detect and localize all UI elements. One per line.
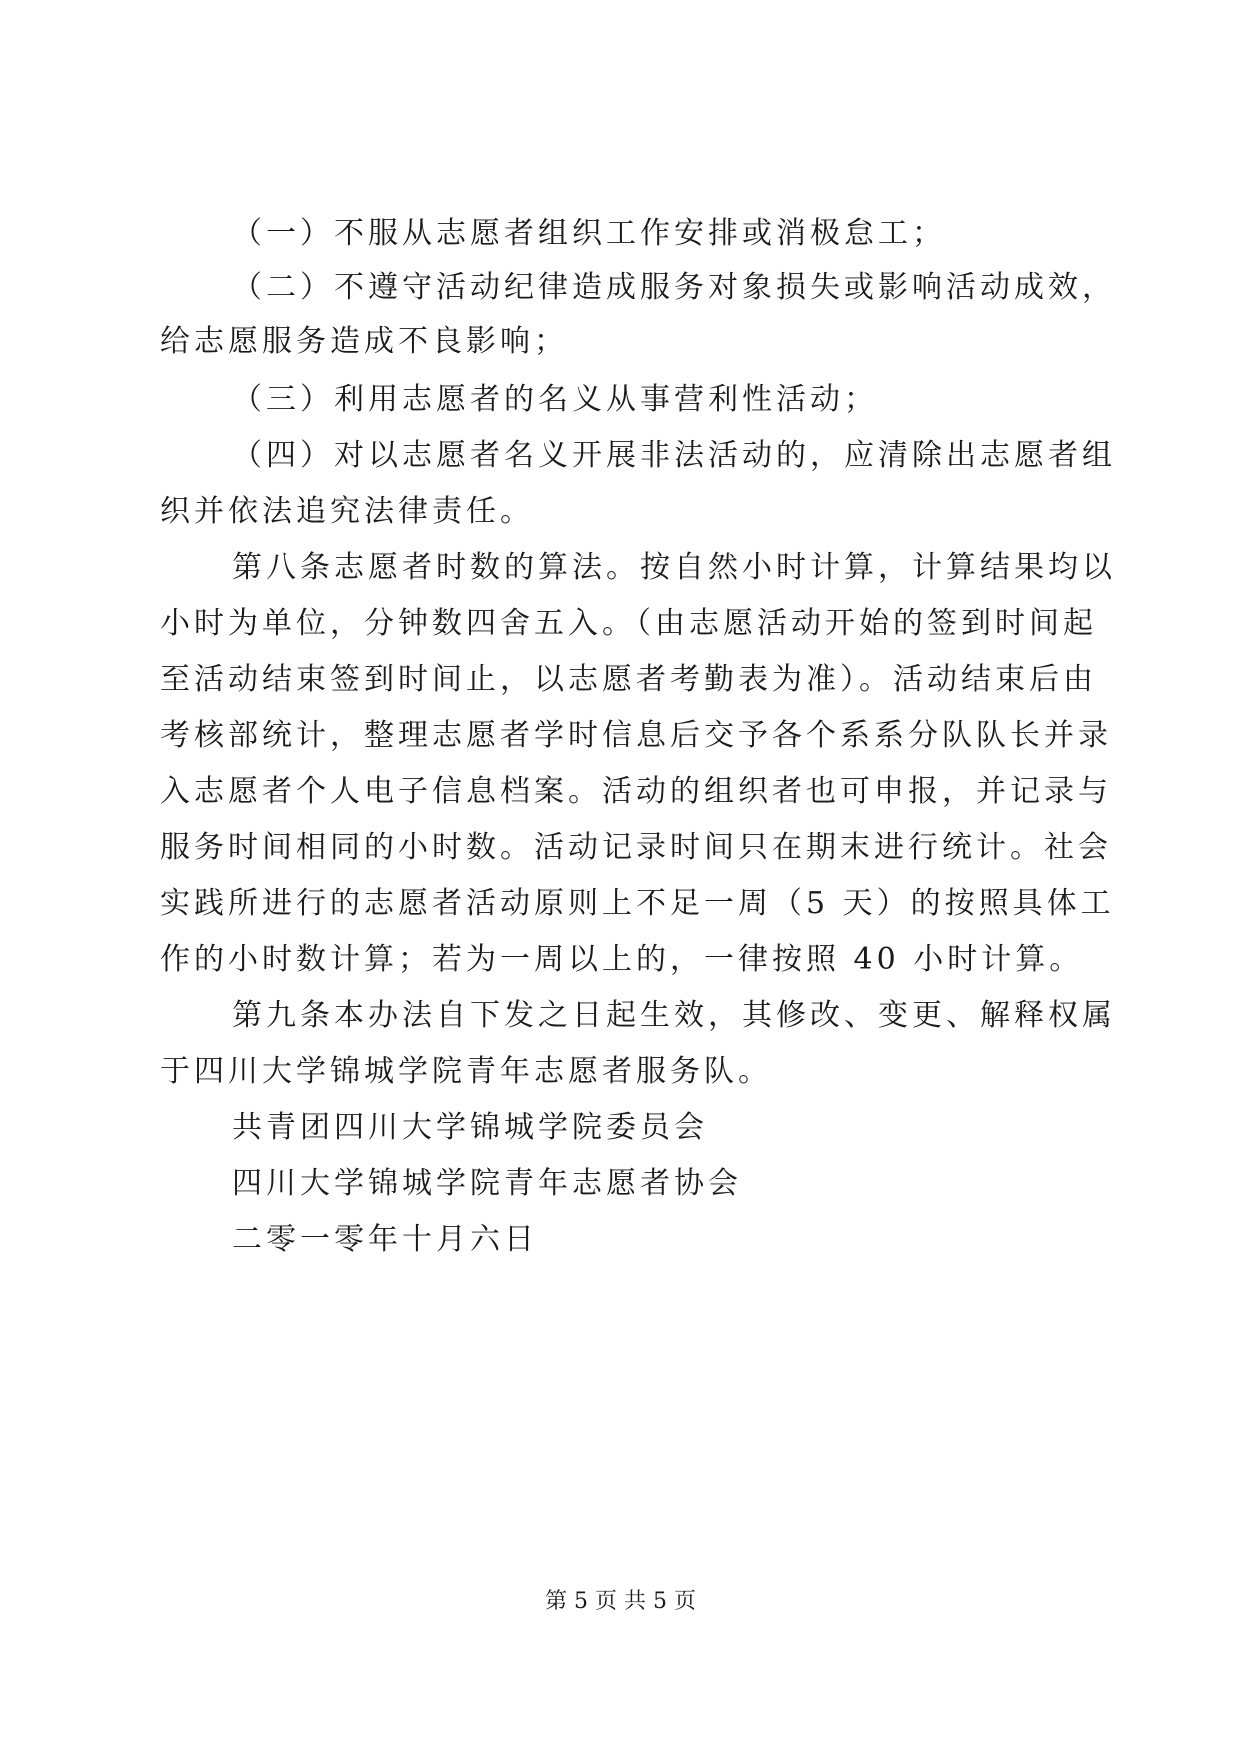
article-8-line-7: 实践所进行的志愿者活动原则上不足一周（5 天）的按照具体工 xyxy=(160,886,1115,921)
article-8-line-5: 入志愿者个人电子信息档案。活动的组织者也可申报，并记录与 xyxy=(160,774,1112,809)
article-8-line-8: 作的小时数计算；若为一周以上的，一律按照 40 小时计算。 xyxy=(160,942,1084,977)
clause-item-3: （三）利用志愿者的名义从事营利性活动； xyxy=(232,382,878,417)
article-9-line-2: 于四川大学锦城学院青年志愿者服务队。 xyxy=(160,1054,772,1089)
clause-item-2-cont: 给志愿服务造成不良影响； xyxy=(160,324,568,359)
document-date: 二零一零年十月六日 xyxy=(232,1222,538,1257)
page-number-footer: 第 5 页 共 5 页 xyxy=(545,1589,696,1614)
clause-item-1: （一）不服从志愿者组织工作安排或消极怠工； xyxy=(232,216,946,251)
article-9-line-1: 第九条本办法自下发之日起生效，其修改、变更、解释权属 xyxy=(232,998,1116,1033)
article-8-line-2: 小时为单位，分钟数四舍五入。（由志愿活动开始的签到时间起 xyxy=(160,606,1097,641)
clause-item-2: （二）不遵守活动纪律造成服务对象损失或影响活动成效， xyxy=(232,270,1116,305)
signatory-association: 四川大学锦城学院青年志愿者协会 xyxy=(232,1166,742,1201)
article-8-line-3: 至活动结束签到时间止，以志愿者考勤表为准）。活动结束后由 xyxy=(160,662,1097,697)
article-8-line-4: 考核部统计，整理志愿者学时信息后交予各个系系分队队长并录 xyxy=(160,718,1112,753)
article-8-line-1: 第八条志愿者时数的算法。按自然小时计算，计算结果均以 xyxy=(232,550,1116,585)
clause-item-4-cont: 织并依法追究法律责任。 xyxy=(160,494,534,529)
clause-item-4: （四）对以志愿者名义开展非法活动的，应清除出志愿者组 xyxy=(232,438,1116,473)
article-8-line-6: 服务时间相同的小时数。活动记录时间只在期末进行统计。社会 xyxy=(160,830,1112,865)
signatory-committee: 共青团四川大学锦城学院委员会 xyxy=(232,1110,708,1145)
